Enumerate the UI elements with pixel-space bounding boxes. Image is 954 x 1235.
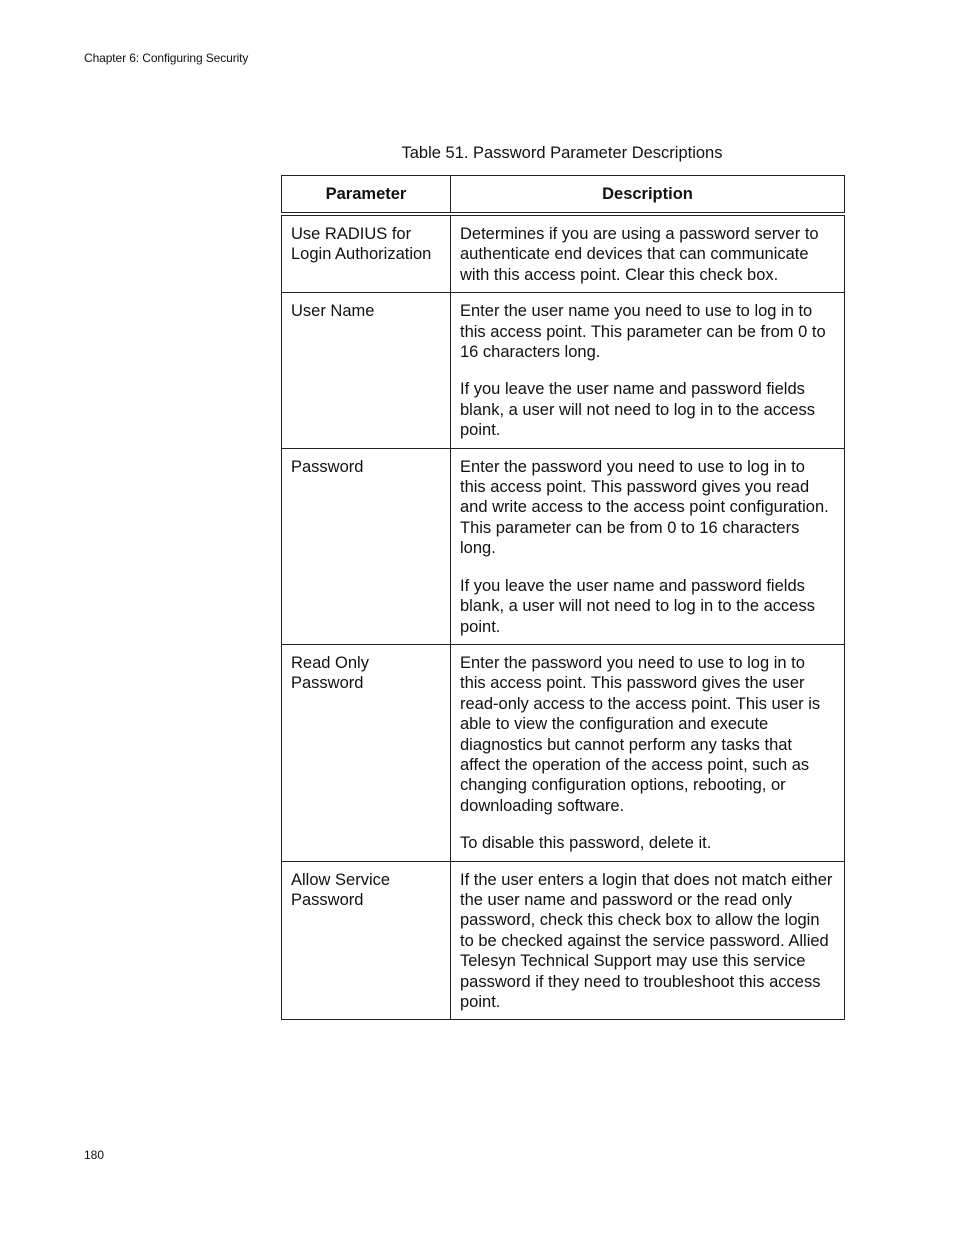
description-paragraph: Enter the password you need to use to log in to this access point. This password gives the user read-only access to the access point. This user is able to view the configuration and execute diagnostics but cannot perform any tasks that affect the operation of the access point, such as changing configuration options, rebooting, or downloading software. [460,653,821,815]
description-cell [451,644,845,861]
table-row [282,214,845,293]
parameter-cell: Use RADIUS for Login Authorization [282,214,451,293]
description-paragraph: To disable this password, delete it. [460,834,712,853]
description-cell [451,448,845,644]
description-paragraph: If you leave the user name and password fields blank, a user will not need to log in to the access point. [460,380,815,440]
column-header-parameter: Parameter [282,176,451,215]
parameter-cell: Password [282,448,451,644]
description-paragraph: Enter the user name you need to use to log in to this access point. This parameter can be from 0 to 16 characters long. [460,302,826,362]
table-row [282,644,845,861]
parameter-cell: Read Only Password [282,644,451,861]
table-caption: Table 51. Password Parameter Descriptions [401,144,723,162]
description-paragraph: Determines if you are using a password server to authenticate end devices that can communicate with this access point. Clear this check box. [460,225,819,284]
description-cell [451,214,845,293]
table-row [282,861,845,1020]
parameter-cell: Allow Service Password [282,861,451,1020]
description-cell [451,861,845,1020]
table-row [282,448,845,644]
description-paragraph: Enter the password you need to use to log in to this access point. This password gives you read and write access to the access point configuration. This parameter can be from 0 to 16 characters long. [460,457,829,558]
description-cell [451,293,845,448]
description-paragraph: If you leave the user name and password fields blank, a user will not need to log in to the access point. [460,576,815,636]
page-number: 180 [84,1148,105,1162]
table-header-row [282,176,845,215]
parameter-cell: User Name [282,293,451,448]
column-header-description: Description [451,176,845,215]
description-paragraph: If the user enters a login that does not match either the user name and password or the read only password, check this check box to allow the login to be checked against the service password. Allied Telesyn Technical Support may use this service password if they need to troubleshoot this access point. [460,870,833,1011]
running-header: Chapter 6: Configuring Security [84,51,249,65]
password-parameter-table [281,175,845,1020]
table-row [282,293,845,448]
